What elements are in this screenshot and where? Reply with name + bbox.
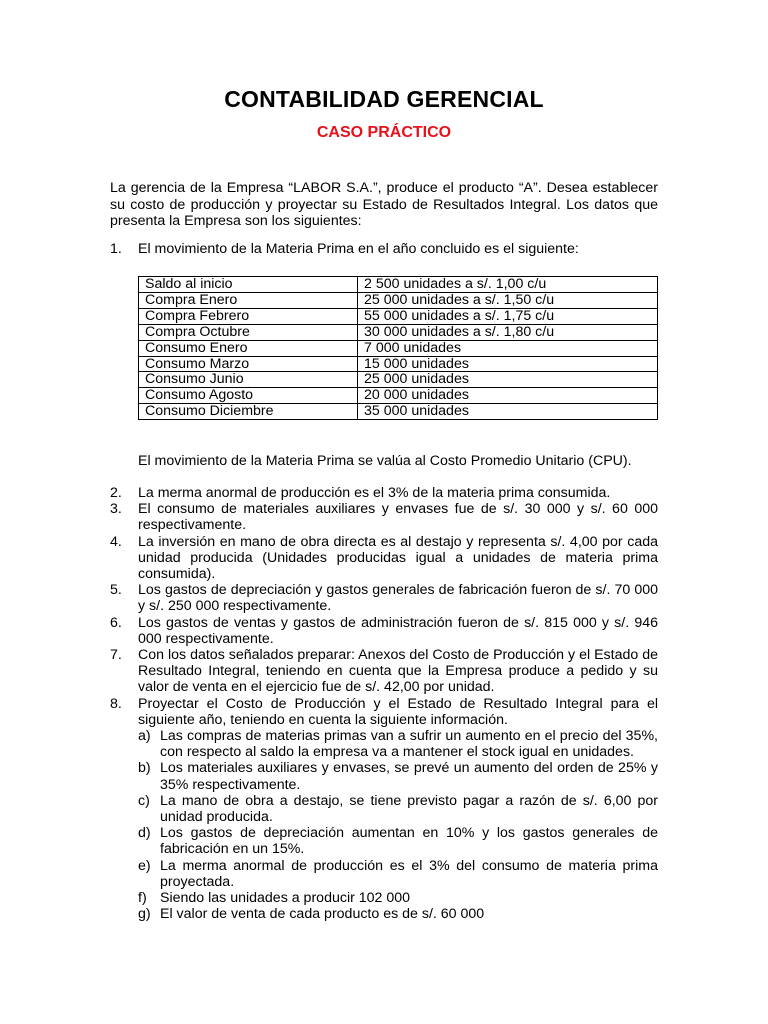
list-text: La merma anormal de producción es el 3% de la materia prima consumida. [138,485,611,501]
table-cell: Consumo Marzo [139,356,358,372]
table-cell: 30 000 unidades a s/. 1,80 c/u [358,324,658,340]
sub-text: La merma anormal de producción es el 3% del consumo de materia prima proyectada. [160,857,658,890]
sub-item [138,890,658,906]
list-item [110,485,658,501]
list-number: 1. [110,241,122,257]
sub-text: Siendo las unidades a producir 102 000 [160,890,411,907]
sub-letter: b) [138,760,151,777]
sub-item [138,825,658,857]
list-item [110,534,658,583]
list-text: Los gastos de ventas y gastos de administración fueron de s/. 815 000 y s/. 946 000 respectivamente. [138,614,658,647]
table-cell: 35 000 unidades [358,404,658,420]
sub-letter: f) [138,890,147,907]
table-row [139,292,658,308]
table-cell: Consumo Diciembre [139,404,358,420]
list-number: 7. [110,647,122,664]
sub-text: Los gastos de depreciación aumentan en 10% y los gastos generales de fabricación en un 15%. [160,825,658,858]
table-row [139,277,658,293]
list-item [110,647,658,696]
list-item [110,615,658,647]
table-row [139,324,658,340]
list-text: El consumo de materiales auxiliares y envases fue de s/. 30 000 y s/. 60 000 respectivamente. [138,501,658,534]
list-number: 8. [110,695,122,712]
valuation-note: El movimiento de la Materia Prima se valúa al Costo Promedio Unitario (CPU). [138,453,632,469]
table-cell: 55 000 unidades a s/. 1,75 c/u [358,308,658,324]
table-cell: 2 500 unidades a s/. 1,00 c/u [358,277,658,293]
table-row [139,372,658,388]
document-subtitle: CASO PRÁCTICO [316,124,452,141]
list-text: Con los datos señalados preparar: Anexos del Costo de Producción y el Estado de Resultado Integral, teniendo en cuenta que la Empresa produce a pedido y su valor de venta en el ejercicio fue de s/. 42,00 por unidad. [138,647,658,696]
table-cell: Compra Enero [139,292,358,308]
sub-item [138,728,658,760]
table-row [139,340,658,356]
list-item [110,582,658,614]
table-cell: 20 000 unidades [358,388,658,404]
sub-letter: e) [138,857,151,874]
sub-letter: c) [138,792,150,809]
list-number: 2. [110,485,122,501]
raw-material-table [138,276,658,420]
numbered-list [110,485,658,922]
list-text: La inversión en mano de obra directa es al destajo y representa s/. 4,00 por cada unidad producida (Unidades producidas igual a unidades de materia prima consumida). [138,533,658,583]
table-row [139,388,658,404]
list-text: Proyectar el Costo de Producción y el Estado de Resultado Integral para el siguiente año, teniendo en cuenta la siguiente información. [138,695,658,728]
table-cell: 7 000 unidades [358,340,658,356]
list-item [110,696,658,923]
list-text: El movimiento de la Materia Prima en el año concluido es el siguiente: [138,241,579,257]
list-number: 4. [110,533,122,550]
list-item [110,501,658,533]
table-cell: 25 000 unidades [358,372,658,388]
sub-text: Los materiales auxiliares y envases, se prevé un aumento del orden de 25% y 35% respectivamente. [160,760,658,793]
sub-letter: a) [138,728,151,745]
sub-item [138,760,658,792]
table-row [139,356,658,372]
table-cell: 15 000 unidades [358,356,658,372]
sub-letter: g) [138,906,151,923]
table-cell: Consumo Agosto [139,388,358,404]
list-item-1 [110,241,658,257]
table-cell: Compra Febrero [139,308,358,324]
sub-text: El valor de venta de cada producto es de s/. 60 000 [160,906,485,923]
table-row [139,404,658,420]
table-cell: 25 000 unidades a s/. 1,50 c/u [358,292,658,308]
sub-text: Las compras de materias primas van a sufrir un aumento en el precio del 35%, con respecto al saldo la empresa va a mantener el stock igual en unidades. [160,728,658,761]
table-cell: Saldo al inicio [139,277,358,293]
sub-item [138,906,658,922]
table-cell: Consumo Junio [139,372,358,388]
list-number: 5. [110,582,122,599]
sub-item [138,858,658,890]
table-row [139,308,658,324]
sub-item [138,793,658,825]
list-number: 3. [110,501,122,518]
table-cell: Compra Octubre [139,324,358,340]
list-text: Los gastos de depreciación y gastos generales de fabricación fueron de s/. 70 000 y s/. 250 000 respectivamente. [138,582,658,615]
list-item-body [138,696,658,923]
list-number: 6. [110,614,122,631]
document-title: CONTABILIDAD GERENCIAL [224,86,544,112]
sub-letter: d) [138,825,151,842]
intro-paragraph: La gerencia de la Empresa “LABOR S.A.”, produce el producto “A”. Desea establecer su costo de producción y proyectar su Estado de Resultados Integral. Los datos que presenta la Empresa son los siguientes: [110,180,658,229]
table-cell: Consumo Enero [139,340,358,356]
sub-text: La mano de obra a destajo, se tiene previsto pagar a razón de s/. 6,00 por unidad producida. [160,792,658,826]
